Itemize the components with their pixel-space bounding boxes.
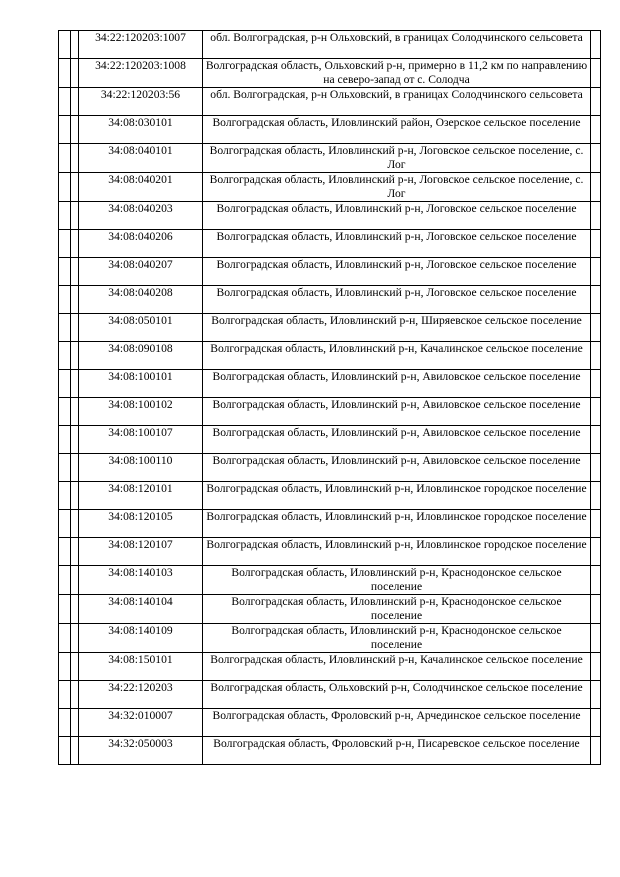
empty-cell [591, 737, 601, 765]
cadastral-code-cell: 34:08:040201 [79, 173, 203, 202]
spacer-cell [71, 59, 79, 88]
row-number-cell [59, 370, 71, 398]
cadastral-code-cell: 34:22:120203:56 [79, 88, 203, 116]
address-cell: Волгоградская область, Иловлинский р-н, Авиловское сельское поселение [203, 454, 591, 482]
spacer-cell [71, 286, 79, 314]
table-row [59, 59, 601, 88]
row-number-cell [59, 482, 71, 510]
empty-cell [591, 398, 601, 426]
empty-cell [591, 31, 601, 59]
spacer-cell [71, 595, 79, 624]
spacer-cell [71, 538, 79, 566]
cadastral-code-cell: 34:08:040208 [79, 286, 203, 314]
address-cell: Волгоградская область, Иловлинский р-н, Иловлинское городское поселение [203, 482, 591, 510]
address-cell: Волгоградская область, Иловлинский р-н, Авиловское сельское поселение [203, 370, 591, 398]
spacer-cell [71, 426, 79, 454]
row-number-cell [59, 314, 71, 342]
spacer-cell [71, 681, 79, 709]
empty-cell [591, 595, 601, 624]
row-number-cell [59, 653, 71, 681]
row-number-cell [59, 681, 71, 709]
table-row [59, 116, 601, 144]
spacer-cell [71, 370, 79, 398]
spacer-cell [71, 258, 79, 286]
address-cell: Волгоградская область, Иловлинский р-н, Краснодонское сельское поселение [203, 595, 591, 624]
address-cell: Волгоградская область, Иловлинский р-н, Качалинское сельское поселение [203, 653, 591, 681]
row-number-cell [59, 286, 71, 314]
address-cell: Волгоградская область, Иловлинский р-н, Авиловское сельское поселение [203, 398, 591, 426]
address-cell: Волгоградская область, Иловлинский район, Озерское сельское поселение [203, 116, 591, 144]
row-number-cell [59, 624, 71, 653]
empty-cell [591, 370, 601, 398]
empty-cell [591, 538, 601, 566]
empty-cell [591, 454, 601, 482]
address-cell: Волгоградская область, Иловлинский р-н, Логовское сельское поселение [203, 286, 591, 314]
table-row [59, 342, 601, 370]
empty-cell [591, 482, 601, 510]
row-number-cell [59, 230, 71, 258]
row-number-cell [59, 454, 71, 482]
spacer-cell [71, 566, 79, 595]
address-cell: Волгоградская область, Иловлинский р-н, Краснодонское сельское поселение [203, 566, 591, 595]
address-cell: Волгоградская область, Иловлинский р-н, Иловлинское городское поселение [203, 510, 591, 538]
empty-cell [591, 230, 601, 258]
cadastral-code-cell: 34:08:050101 [79, 314, 203, 342]
row-number-cell [59, 398, 71, 426]
empty-cell [591, 144, 601, 173]
address-cell: Волгоградская область, Иловлинский р-н, Иловлинское городское поселение [203, 538, 591, 566]
address-cell: обл. Волгоградская, р-н Ольховский, в границах Солодчинского сельсовета [203, 88, 591, 116]
address-cell: Волгоградская область, Ольховский р-н, примерно в 11,2 км по направлению на северо-запад от с. Солодча [203, 59, 591, 88]
address-cell: Волгоградская область, Фроловский р-н, Арчединское сельское поселение [203, 709, 591, 737]
empty-cell [591, 709, 601, 737]
spacer-cell [71, 398, 79, 426]
cadastral-code-cell: 34:22:120203:1008 [79, 59, 203, 88]
row-number-cell [59, 737, 71, 765]
spacer-cell [71, 314, 79, 342]
table-row [59, 144, 601, 173]
empty-cell [591, 314, 601, 342]
table-row [59, 566, 601, 595]
empty-cell [591, 286, 601, 314]
spacer-cell [71, 173, 79, 202]
spacer-cell [71, 31, 79, 59]
cadastral-code-cell: 34:08:100101 [79, 370, 203, 398]
cadastral-code-cell: 34:08:090108 [79, 342, 203, 370]
empty-cell [591, 173, 601, 202]
empty-cell [591, 681, 601, 709]
cadastral-code-cell: 34:08:100107 [79, 426, 203, 454]
table-row [59, 653, 601, 681]
table-row [59, 510, 601, 538]
spacer-cell [71, 737, 79, 765]
address-cell: Волгоградская область, Иловлинский р-н, Логовское сельское поселение, с. Лог [203, 173, 591, 202]
cadastral-code-cell: 34:08:140104 [79, 595, 203, 624]
row-number-cell [59, 116, 71, 144]
spacer-cell [71, 624, 79, 653]
spacer-cell [71, 342, 79, 370]
address-cell: Волгоградская область, Фроловский р-н, Писаревское сельское поселение [203, 737, 591, 765]
address-cell: Волгоградская область, Иловлинский р-н, Качалинское сельское поселение [203, 342, 591, 370]
table-row [59, 681, 601, 709]
empty-cell [591, 202, 601, 230]
empty-cell [591, 426, 601, 454]
spacer-cell [71, 709, 79, 737]
spacer-cell [71, 202, 79, 230]
spacer-cell [71, 482, 79, 510]
cadastral-code-cell: 34:08:150101 [79, 653, 203, 681]
row-number-cell [59, 709, 71, 737]
cadastral-code-cell: 34:22:120203 [79, 681, 203, 709]
address-cell: Волгоградская область, Иловлинский р-н, Краснодонское сельское поселение [203, 624, 591, 653]
row-number-cell [59, 59, 71, 88]
empty-cell [591, 258, 601, 286]
table-row [59, 454, 601, 482]
table-row [59, 426, 601, 454]
empty-cell [591, 116, 601, 144]
address-cell: Волгоградская область, Иловлинский р-н, Логовское сельское поселение [203, 230, 591, 258]
empty-cell [591, 88, 601, 116]
empty-cell [591, 624, 601, 653]
table-row [59, 202, 601, 230]
row-number-cell [59, 595, 71, 624]
address-cell: Волгоградская область, Иловлинский р-н, Логовское сельское поселение [203, 258, 591, 286]
cadastral-code-cell: 34:08:120105 [79, 510, 203, 538]
cadastral-table-body [59, 31, 601, 765]
cadastral-code-cell: 34:08:040206 [79, 230, 203, 258]
address-cell: обл. Волгоградская, р-н Ольховский, в границах Солодчинского сельсовета [203, 31, 591, 59]
row-number-cell [59, 538, 71, 566]
spacer-cell [71, 144, 79, 173]
address-cell: Волгоградская область, Ольховский р-н, Солодчинское сельское поселение [203, 681, 591, 709]
row-number-cell [59, 144, 71, 173]
empty-cell [591, 566, 601, 595]
cadastral-code-cell: 34:08:100102 [79, 398, 203, 426]
row-number-cell [59, 510, 71, 538]
spacer-cell [71, 230, 79, 258]
row-number-cell [59, 88, 71, 116]
address-cell: Волгоградская область, Иловлинский р-н, Логовское сельское поселение [203, 202, 591, 230]
cadastral-code-cell: 34:08:140103 [79, 566, 203, 595]
row-number-cell [59, 426, 71, 454]
spacer-cell [71, 653, 79, 681]
cadastral-code-cell: 34:08:120101 [79, 482, 203, 510]
empty-cell [591, 653, 601, 681]
cadastral-code-cell: 34:32:050003 [79, 737, 203, 765]
table-row [59, 370, 601, 398]
spacer-cell [71, 116, 79, 144]
cadastral-code-cell: 34:08:040101 [79, 144, 203, 173]
row-number-cell [59, 202, 71, 230]
address-cell: Волгоградская область, Иловлинский р-н, Ширяевское сельское поселение [203, 314, 591, 342]
cadastral-code-cell: 34:08:120107 [79, 538, 203, 566]
cadastral-code-cell: 34:08:140109 [79, 624, 203, 653]
row-number-cell [59, 258, 71, 286]
cadastral-code-cell: 34:32:010007 [79, 709, 203, 737]
table-row [59, 314, 601, 342]
cadastral-code-cell: 34:22:120203:1007 [79, 31, 203, 59]
table-row [59, 31, 601, 59]
row-number-cell [59, 173, 71, 202]
empty-cell [591, 510, 601, 538]
row-number-cell [59, 566, 71, 595]
table-row [59, 286, 601, 314]
empty-cell [591, 342, 601, 370]
table-row [59, 595, 601, 624]
spacer-cell [71, 454, 79, 482]
table-row [59, 88, 601, 116]
table-row [59, 709, 601, 737]
spacer-cell [71, 510, 79, 538]
table-row [59, 538, 601, 566]
table-row [59, 398, 601, 426]
cadastral-code-cell: 34:08:100110 [79, 454, 203, 482]
table-row [59, 258, 601, 286]
spacer-cell [71, 88, 79, 116]
table-row [59, 737, 601, 765]
cadastral-code-cell: 34:08:040207 [79, 258, 203, 286]
table-row [59, 482, 601, 510]
table-row [59, 624, 601, 653]
table-row [59, 230, 601, 258]
cadastral-code-cell: 34:08:030101 [79, 116, 203, 144]
table-row [59, 173, 601, 202]
cadastral-code-cell: 34:08:040203 [79, 202, 203, 230]
address-cell: Волгоградская область, Иловлинский р-н, Логовское сельское поселение, с. Лог [203, 144, 591, 173]
row-number-cell [59, 31, 71, 59]
address-cell: Волгоградская область, Иловлинский р-н, Авиловское сельское поселение [203, 426, 591, 454]
row-number-cell [59, 342, 71, 370]
cadastral-table [58, 30, 601, 765]
empty-cell [591, 59, 601, 88]
